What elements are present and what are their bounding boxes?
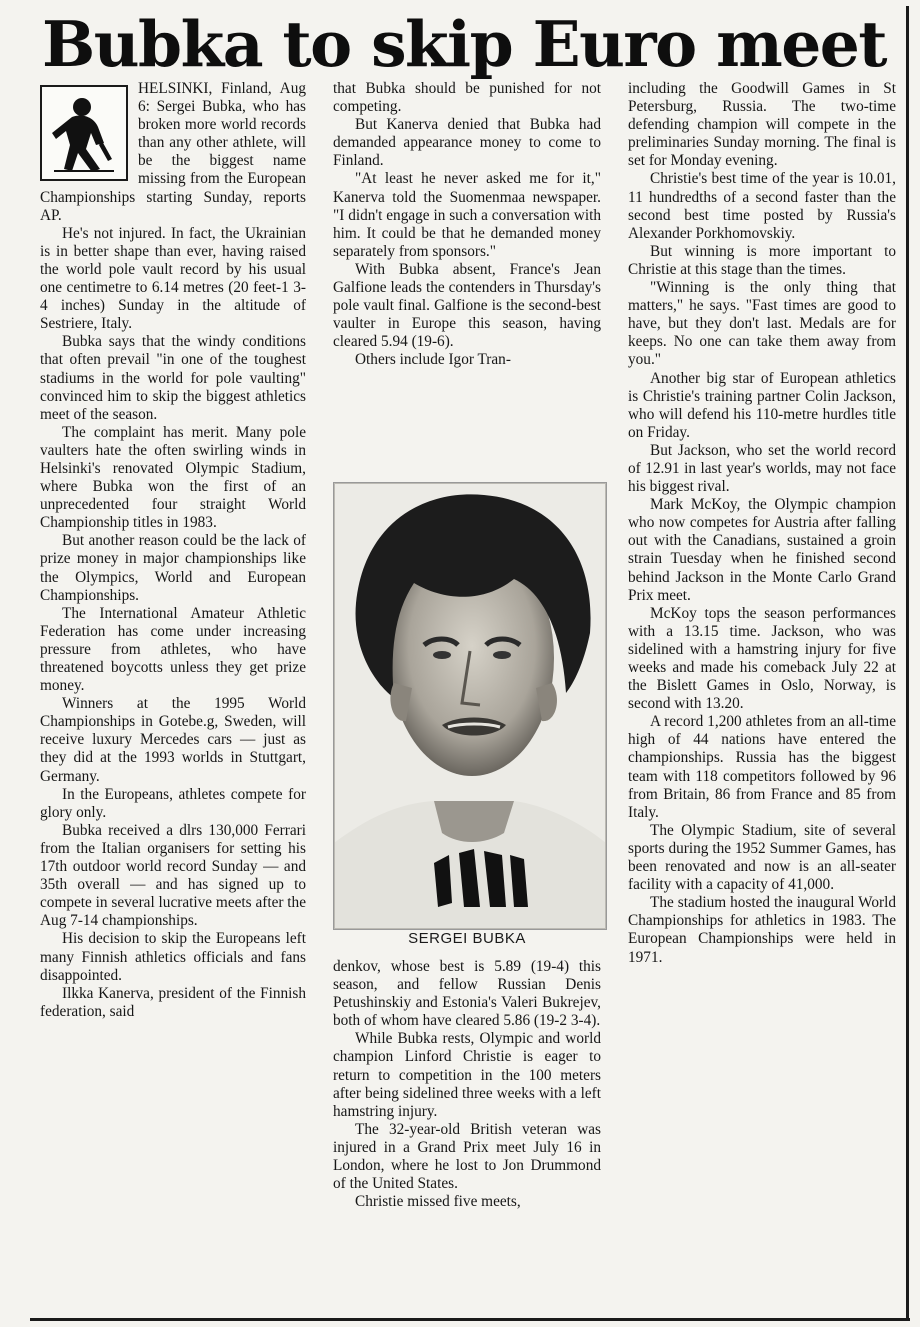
paragraph: HELSINKI, Finland, Aug 6: Sergei Bubka, who has broken more world records than any other athlete, will be the biggest name missing from the European Championships starting Sunday, reports AP. [40,80,306,224]
photo-caption: SERGEI BUBKA [408,930,526,947]
paragraph: Others include Igor Tran- [355,351,511,369]
paragraph: He's not injured. In fact, the Ukrainian is in better shape than ever, having raised the world pole vault record by his usual one centimetre to 6.14 metres (20 feet-1 3-4 inches) Sunday in the altitude of Sestriere, Italy. [40,224,306,333]
headline: Bubka to skip Euro meet [42,7,886,81]
sprinter-icon-graphic [42,87,126,179]
paragraph: Bubka says that the windy conditions that often prevail "in one of the toughest stadiums in the world for pole vaulting" convinced him to skip the biggest athletics meet of the season. [40,333,306,423]
article-column-2-top [333,80,601,370]
paragraph: Winners at the 1995 World Championships in Gotebe.g, Sweden, will receive luxury Mercedes cars — just as they did at the 1993 worlds in Stuttgart, Germany. [40,695,306,785]
paragraph: Mark McKoy, the Olympic champion who now competes for Austria after falling out with the Canadians, sustained a groin strain Tuesday when he finished second behind Jackson in the Monte Carlo Grand Prix meet. [628,496,896,604]
paragraph: In the Europeans, athletes compete for glory only. [40,785,306,821]
paragraph: The complaint has merit. Many pole vaulters hate the often swirling winds in Helsinki's renovated Olympic Stadium, where Bubka won the first of an unprecedented four straight World Championship titles in 1983. [40,423,306,532]
paragraph: But Jackson, who set the world record of 12.91 in last year's worlds, may not face his biggest rival. [628,441,896,496]
paragraph: Ilkka Kanerva, president of the Finnish federation, said [40,984,306,1020]
paragraph: While Bubka rests, Olympic and world champion Linford Christie is eager to return to competition in the 100 meters after being sidelined three weeks with a left hamstring injury. [333,1030,601,1120]
paragraph: The 32-year-old British veteran was injured in a Grand Prix meet July 16 in London, where he lost to Jon Drummond of the United States. [333,1120,601,1193]
paragraph: that Bubka should be punished for not competing. [333,80,601,116]
paragraph: The International Amateur Athletic Federation has come under increasing pressure from athletes, who have threatened boycotts unless they get prize money. [40,604,306,695]
paragraph: denkov, whose best is 5.89 (19-4) this season, and fellow Russian Denis Petushinskiy and Estonia's Valeri Bukrejev, both of whom have cleared 5.86 (19-2 3-4). [333,958,601,1030]
article-column-3 [628,80,896,967]
paragraph: Bubka received a dlrs 130,000 Ferrari from the Italian organisers for setting his 17th outdoor world record Sunday — and 35th overall — and has signed up to compete in several lucrative meets after the Aug 7-14 championships. [40,821,306,930]
paragraph: Christie's best time of the year is 10.01, 11 hundredths of a second faster than the second best time posted by Russia's Alexander Porkhomovskiy. [628,170,896,242]
paragraph: McKoy tops the season performances with a 13.15 time. Jackson, who was sidelined with a hamstring injury for five weeks and made his comeback July 22 at the Bislett Games in Oslo, Norway, is second with 13.20. [628,604,896,713]
paragraph: Another big star of European athletics is Christie's training partner Colin Jackson, who will defend his 110-metre hurdles title on Friday. [628,369,896,441]
column-rule-right [906,6,909,1318]
paragraph: "At least he never asked me for it," Kanerva told the Suomenmaa newspaper. "I didn't engage in such a conversation with him. It could be that he demanded money separately from sponsors." [333,170,601,260]
paragraph: A record 1,200 athletes from an all-time high of 44 nations have entered the championships. Russia has the biggest team with 118 competitors followed by 96 from Britain, 86 from France and 85 from Italy. [628,713,896,821]
article-column-1 [40,80,306,1021]
paragraph: But Kanerva denied that Bubka had demanded appearance money to come to Finland. [333,116,601,170]
portrait-graphic [334,483,606,929]
paragraph: With Bubka absent, France's Jean Galfione leads the contenders in Thursday's pole vault final. Galfione is the second-best vaulter in Europe this season, having cleared 5.94 (19-6). [333,260,601,351]
paragraph: The Olympic Stadium, site of several sports during the 1952 Summer Games, has been renovated and now is an all-seater facility with a capacity of 41,000. [628,821,896,894]
paragraph: But winning is more important to Christie at this stage than the times. [628,242,896,278]
paragraph: His decision to skip the Europeans left many Finnish athletics officials and fans disappointed. [40,930,306,984]
article-column-2-bottom [333,958,601,1211]
sprinter-icon [40,85,128,181]
column-rule-bottom [30,1318,910,1321]
paragraph: including the Goodwill Games in St Petersburg, Russia. The two-time defending champion will compete in the preliminaries Sunday morning. The final is set for Monday evening. [628,80,896,170]
paragraph: The stadium hosted the inaugural World Championships for athletics in 1983. The European Championships were held in 1971. [628,894,896,966]
paragraph: Christie missed five meets, [355,1193,521,1211]
paragraph: But another reason could be the lack of prize money in major championships like the Olympics, World and European Championships. [40,532,306,604]
paragraph: "Winning is the only thing that matters," he says. "Fast times are good to have, but they don't last. Medals are for keeps. No one can take them away from you." [628,279,896,369]
athlete-portrait-photo [333,482,607,930]
